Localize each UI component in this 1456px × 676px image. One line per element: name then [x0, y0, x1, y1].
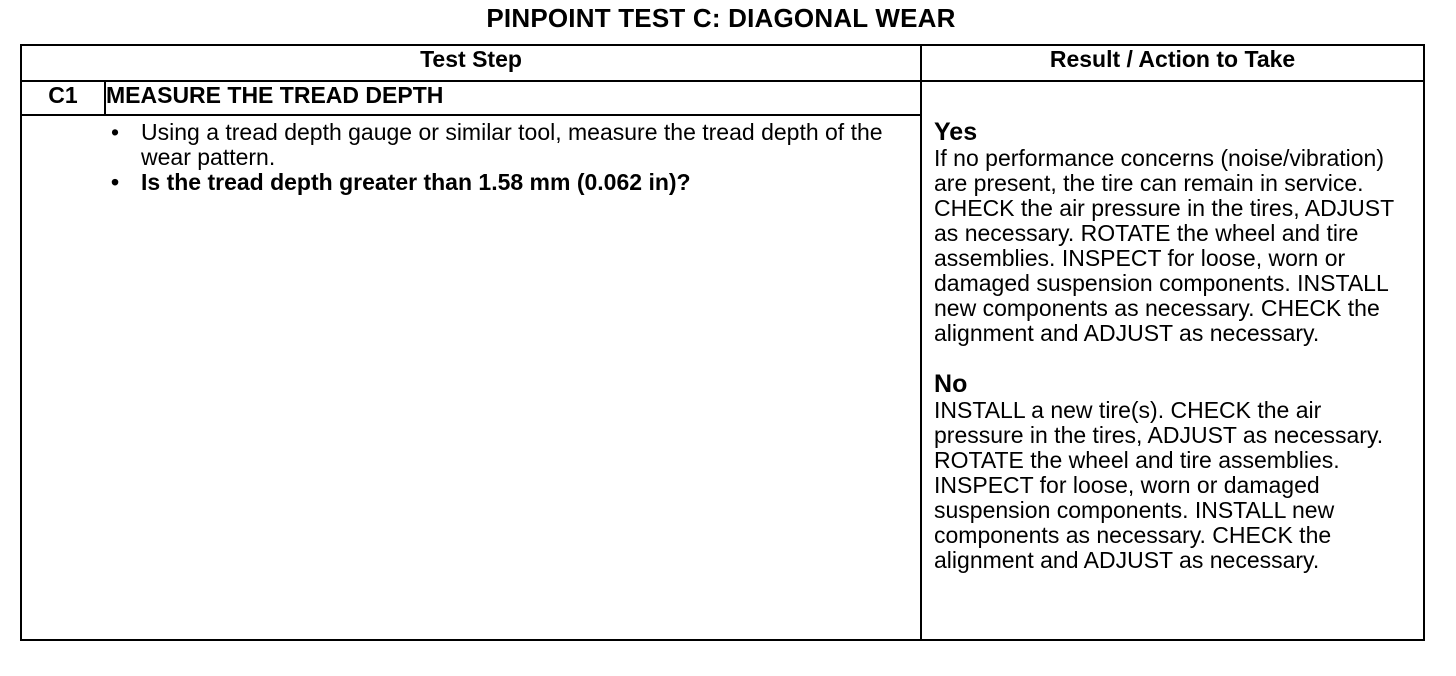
- test-step-header: Test Step: [21, 45, 921, 81]
- pinpoint-test-table: [20, 44, 1425, 641]
- step-title-row: [21, 81, 1424, 115]
- step-bullet-item: [110, 169, 920, 195]
- result-cell: [921, 81, 1424, 640]
- step-id: C1: [21, 81, 105, 115]
- step-bullet-item: [110, 119, 920, 170]
- result-no-label: No: [934, 370, 968, 398]
- header-row: [21, 45, 1424, 81]
- step-body: [105, 115, 921, 640]
- result-yes-text: If no performance concerns (noise/vibration) are present, the tire can remain in service. CHECK the air pressure in the tires, ADJUST as necessary. ROTATE the wheel and tire assemblies. INSPECT for loose, worn or damaged suspension components. INSTALL new components as necessary. CHECK the alignment and ADJUST as necessary.: [934, 145, 1394, 346]
- bullet-icon: •: [110, 119, 120, 145]
- result-no: [934, 370, 1417, 573]
- page-title: PINPOINT TEST C: DIAGONAL WEAR: [486, 3, 956, 33]
- step-bullet-text: Using a tread depth gauge or similar tool, measure the tread depth of the wear pattern.: [141, 119, 883, 170]
- result-action-header: Result / Action to Take: [921, 45, 1424, 81]
- step-id-spacer: [21, 115, 105, 640]
- result-yes: [934, 118, 1417, 346]
- step-title: MEASURE THE TREAD DEPTH: [105, 81, 921, 115]
- bullet-icon: •: [110, 169, 120, 195]
- step-bullet-question: Is the tread depth greater than 1.58 mm (0.062 in)?: [141, 169, 691, 195]
- step-bullet-list: [105, 120, 920, 195]
- result-yes-label: Yes: [934, 118, 978, 146]
- result-no-text: INSTALL a new tire(s). CHECK the air pressure in the tires, ADJUST as necessary. ROTATE the wheel and tire assemblies. INSPECT for loose, worn or damaged suspension components. INSTALL new components as necessary. CHECK the alignment and ADJUST as necessary.: [934, 397, 1384, 573]
